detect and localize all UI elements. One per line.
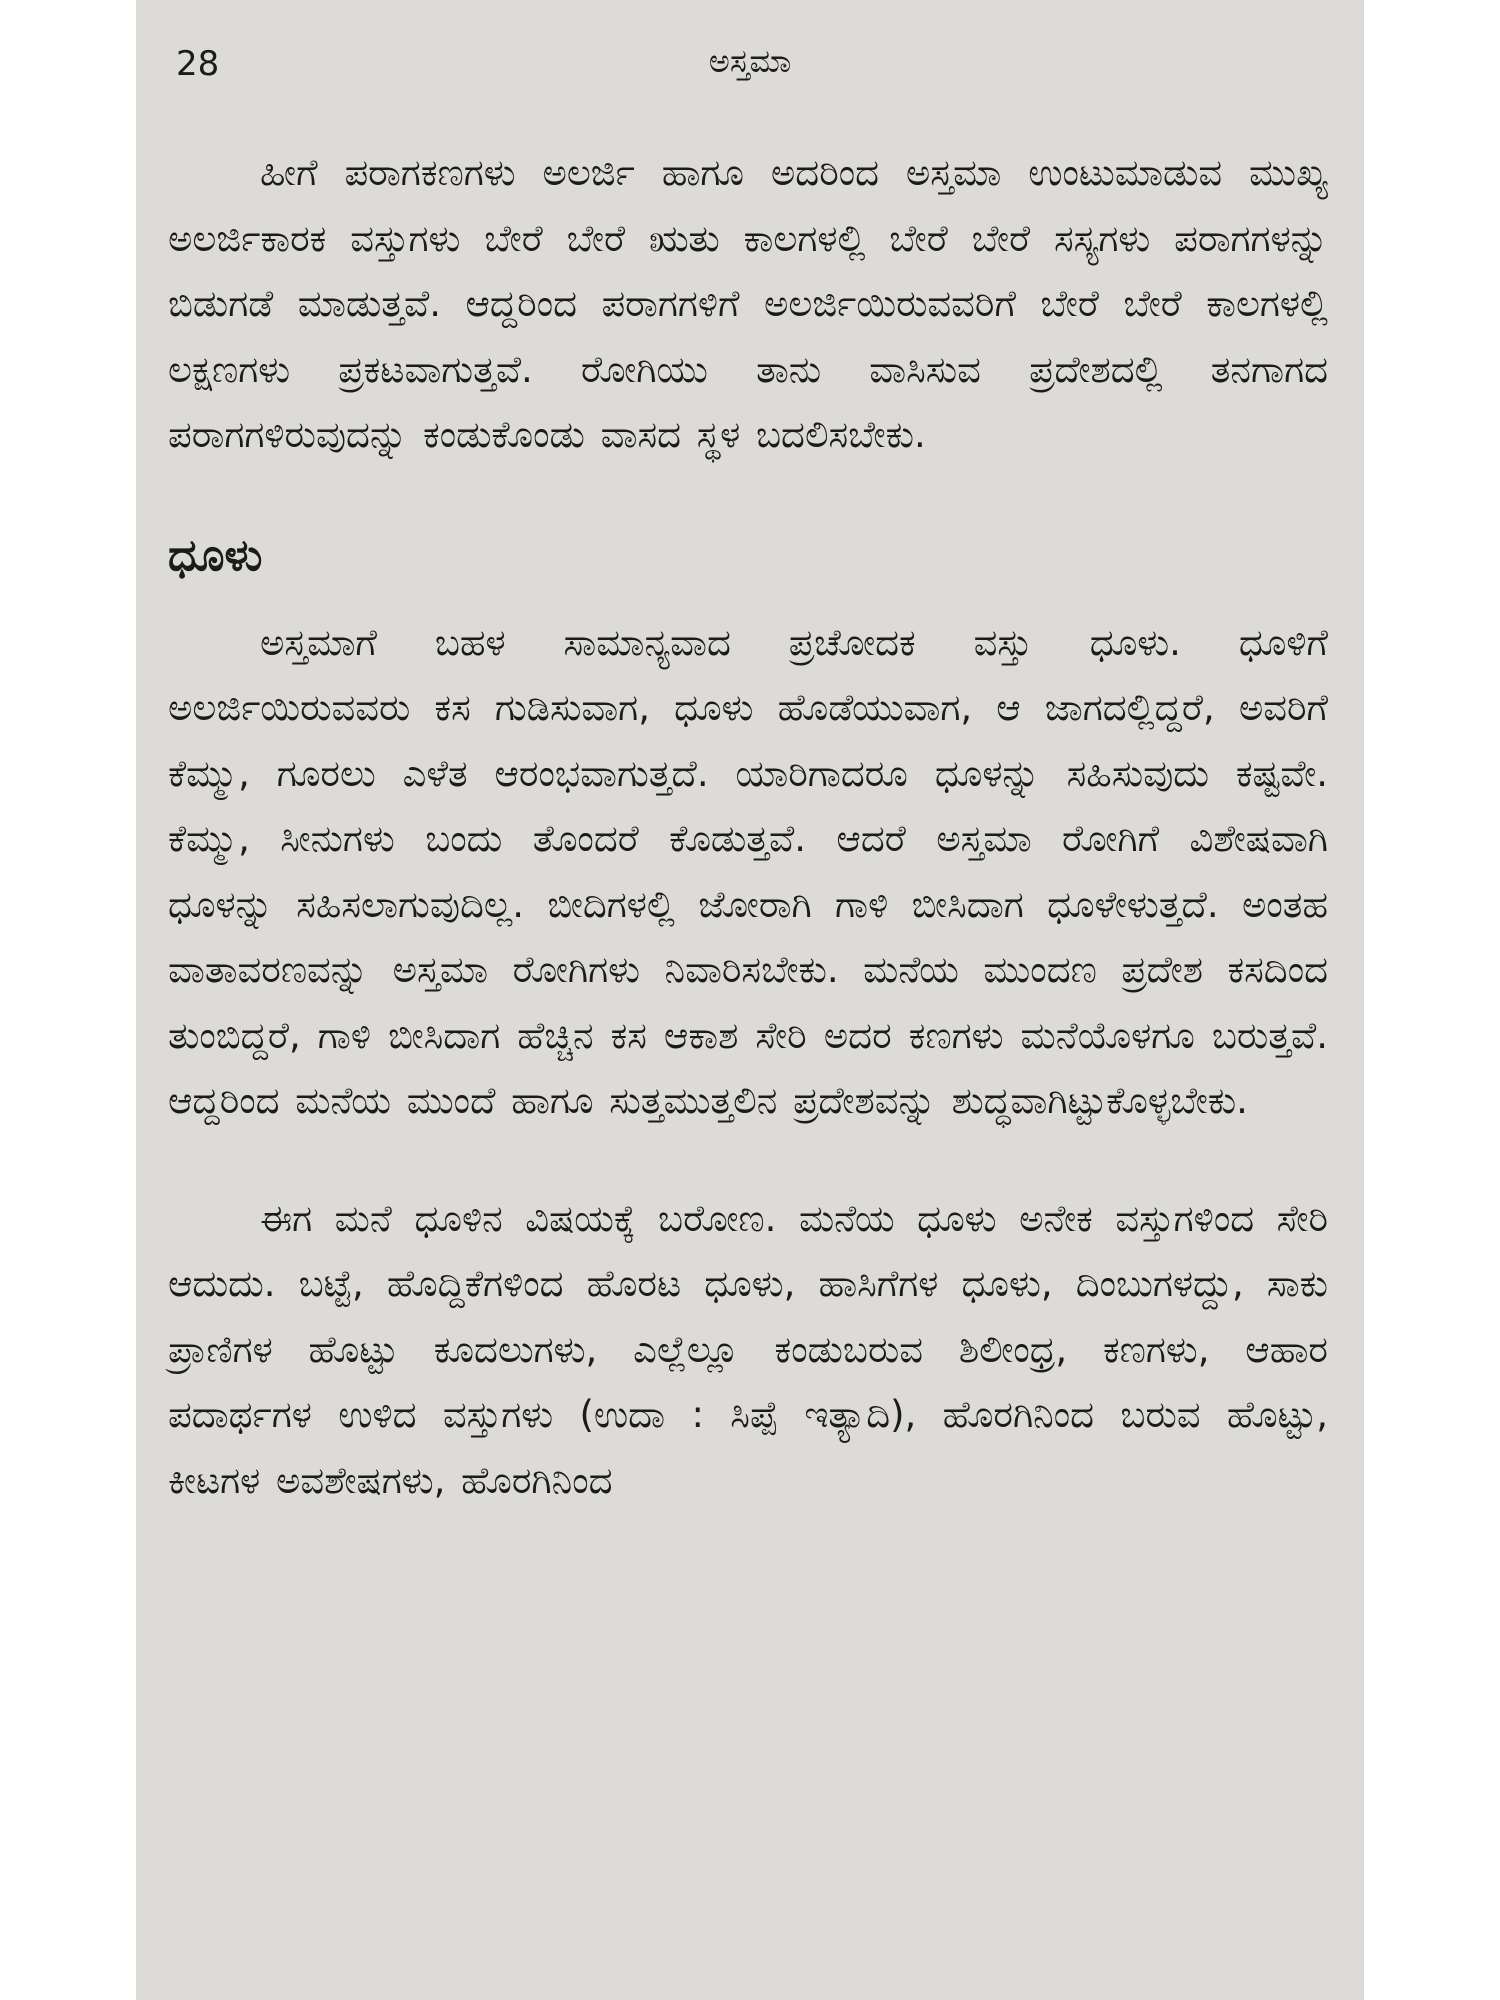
page-body: [168, 140, 1328, 1513]
paragraph-house-dust: ಈಗ ಮನೆ ಧೂಳಿನ ವಿಷಯಕ್ಕೆ ಬರೋಣ. ಮನೆಯ ಧೂಳು ಅನೇಕ ವಸ್ತುಗಳಿಂದ ಸೇರಿ ಆದುದು. ಬಟ್ಟೆ, ಹೊದ್ದಿಕೆಗಳಿಂದ ಹೊರಟ ಧೂಳು, ಹಾಸಿಗೆಗಳ ಧೂಳು, ದಿಂಬುಗಳದ್ದು, ಸಾಕು ಪ್ರಾಣಿಗಳ ಹೊಟ್ಟು ಕೂದಲುಗಳು, ಎಲ್ಲೆಲ್ಲೂ ಕಂಡುಬರುವ ಶಿಲೀಂಧ್ರ, ಕಣಗಳು, ಆಹಾರ ಪದಾರ್ಥಗಳ ಉಳಿದ ವಸ್ತುಗಳು (ಉದಾ : ಸಿಪ್ಪೆ ಇತ್ಯಾದಿ), ಹೊರಗಿನಿಂದ ಬರುವ ಹೊಟ್ಟು, ಕೀಟಗಳ ಅವಶೇಷಗಳು, ಹೊರಗಿನಿಂದ: [168, 1196, 1328, 1502]
paragraph-dust: ಅಸ್ತಮಾಗೆ ಬಹಳ ಸಾಮಾನ್ಯವಾದ ಪ್ರಚೋದಕ ವಸ್ತು ಧೂಳು. ಧೂಳಿಗೆ ಅಲರ್ಜಿಯಿರುವವರು ಕಸ ಗುಡಿಸುವಾಗ, ಧೂಳು ಹೊಡೆಯುವಾಗ, ಆ ಜಾಗದಲ್ಲಿದ್ದರೆ, ಅವರಿಗೆ ಕೆಮ್ಮು, ಗೂರಲು ಎಳೆತ ಆರಂಭವಾಗುತ್ತದೆ. ಯಾರಿಗಾದರೂ ಧೂಳನ್ನು ಸಹಿಸುವುದು ಕಷ್ಟವೇ. ಕೆಮ್ಮು, ಸೀನುಗಳು ಬಂದು ತೊಂದರೆ ಕೊಡುತ್ತವೆ. ಆದರೆ ಅಸ್ತಮಾ ರೋಗಿಗೆ ವಿಶೇಷವಾಗಿ ಧೂಳನ್ನು ಸಹಿಸಲಾಗುವುದಿಲ್ಲ. ಬೀದಿಗಳಲ್ಲಿ ಜೋರಾಗಿ ಗಾಳಿ ಬೀಸಿದಾಗ ಧೂಳೇಳುತ್ತದೆ. ಅಂತಹ ವಾತಾವರಣವನ್ನು ಅಸ್ತಮಾ ರೋಗಿಗಳು ನಿವಾರಿಸಬೇಕು. ಮನೆಯ ಮುಂದಣ ಪ್ರದೇಶ ಕಸದಿಂದ ತುಂಬಿದ್ದರೆ, ಗಾಳಿ ಬೀಸಿದಾಗ ಹೆಚ್ಚಿನ ಕಸ ಆಕಾಶ ಸೇರಿ ಅದರ ಕಣಗಳು ಮನೆಯೊಳಗೂ ಬರುತ್ತವೆ. ಆದ್ದರಿಂದ ಮನೆಯ ಮುಂದೆ ಹಾಗೂ ಸುತ್ತಮುತ್ತಲಿನ ಪ್ರದೇಶವನ್ನು ಶುದ್ಧವಾಗಿಟ್ಟುಕೊಳ್ಳಬೇಕು.: [168, 620, 1329, 1122]
book-page: [136, 0, 1364, 2000]
page-header: [136, 38, 1364, 94]
running-title: ಅಸ್ತಮಾ: [708, 42, 792, 80]
page-number: 28: [176, 44, 220, 84]
section-heading: ಧೂಳು: [168, 529, 263, 581]
paragraph-pollen: ಹೀಗೆ ಪರಾಗಕಣಗಳು ಅಲರ್ಜಿ ಹಾಗೂ ಅದರಿಂದ ಅಸ್ತಮಾ ಉಂಟುಮಾಡುವ ಮುಖ್ಯ ಅಲರ್ಜಿಕಾರಕ ವಸ್ತುಗಳು ಬೇರೆ ಬೇರೆ ಋತು ಕಾಲಗಳಲ್ಲಿ ಬೇರೆ ಬೇರೆ ಸಸ್ಯಗಳು ಪರಾಗಗಳನ್ನು ಬಿಡುಗಡೆ ಮಾಡುತ್ತವೆ. ಆದ್ದರಿಂದ ಪರಾಗಗಳಿಗೆ ಅಲರ್ಜಿಯಿರುವವರಿಗೆ ಬೇರೆ ಬೇರೆ ಕಾಲಗಳಲ್ಲಿ ಲಕ್ಷಣಗಳು ಪ್ರಕಟವಾಗುತ್ತವೆ. ರೋಗಿಯು ತಾನು ವಾಸಿಸುವ ಪ್ರದೇಶದಲ್ಲಿ ತನಗಾಗದ ಪರಾಗಗಳಿರುವುದನ್ನು ಕಂಡುಕೊಂಡು ವಾಸದ ಸ್ಥಳ ಬದಲಿಸಬೇಕು.: [168, 151, 1328, 456]
